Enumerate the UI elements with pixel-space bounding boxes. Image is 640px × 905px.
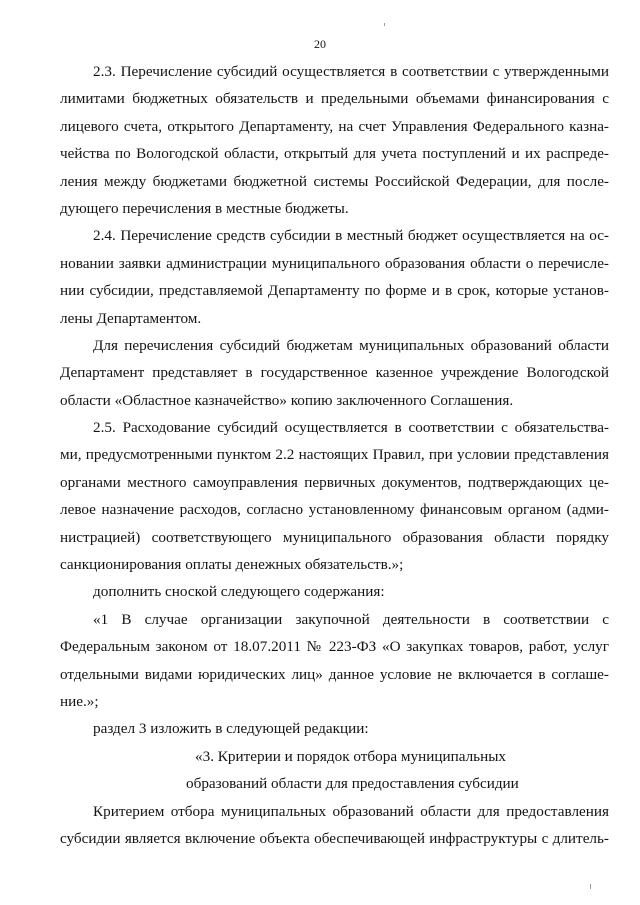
text-line: Для перечисления субсидий бюджетам муниципальных образований области	[93, 336, 609, 354]
text-line: органами местного самоуправления первичных документов, подтверждающих це-	[60, 473, 609, 491]
text-line: нии субсидии, представляемой Департаменту по форме и в срок, которые установ-	[60, 282, 609, 300]
text-line: отдельными видами юридических лиц» данное условие не включается в соглаше-	[60, 665, 609, 683]
text-line: новании заявки администрации муниципального образования области о перечисле-	[60, 254, 609, 272]
text-line: образований области для предоставления субсидии	[186, 775, 519, 793]
text-line: лицевого счета, открытого Департаменту, на счет Управления Федерального казна-	[60, 117, 609, 135]
text-line: чейства по Вологодской области, открытый для учета поступлений и их распреде-	[60, 145, 609, 163]
text-line: «1 В случае организации закупочной деятельности в соответствии с	[93, 610, 609, 628]
text-line: дующего перечисления в местные бюджеты.	[60, 199, 349, 217]
text-line: 2.3. Перечисление субсидий осуществляется в соответствии с утвержденными	[93, 63, 609, 80]
text-line: ми, предусмотренными пунктом 2.2 настоящих Правил, при условии представления	[60, 446, 609, 464]
scan-mark	[384, 23, 385, 26]
text-line: Департамент представляет в государственное казенное учреждение Вологодской	[60, 364, 609, 382]
text-line: нистрацией) соответствующего муниципального образования области порядку	[60, 528, 609, 546]
text-line: 2.5. Расходование субсидий осуществляется в соответствии с обязательства-	[93, 419, 609, 437]
text-line: «3. Критерии и порядок отбора муниципальных	[195, 747, 507, 765]
text-line: лены Департаментом.	[60, 309, 202, 327]
text-line: левое назначение расходов, согласно установленному финансовым органом (адми-	[60, 501, 609, 519]
text-line: субсидии является включение объекта обеспечивающей инфраструктуры с длитель-	[60, 829, 609, 847]
text-line: раздел 3 изложить в следующей редакции:	[93, 720, 369, 738]
text-line: дополнить сноской следующего содержания:	[93, 583, 385, 601]
text-line: ления между бюджетами бюджетной системы Российской Федерации, для после-	[60, 172, 609, 190]
page-number: 20	[314, 37, 326, 51]
text-line: ние.»;	[60, 692, 99, 710]
text-line: санкционирования оплаты денежных обязательств.»;	[60, 556, 404, 574]
document-body	[60, 58, 609, 852]
scan-mark	[590, 884, 591, 889]
text-line: Федеральным законом от 18.07.2011 № 223-ФЗ «О закупках товаров, работ, услуг	[60, 638, 609, 656]
text-line: лимитами бюджетных обязательств и предельными объемами финансирования с	[60, 90, 609, 108]
text-line: Критерием отбора муниципальных образований области для предоставления	[93, 802, 609, 820]
text-line: 2.4. Перечисление средств субсидии в местный бюджет осуществляется на ос-	[93, 227, 609, 245]
text-line: области «Областное казначейство» копию заключенного Соглашения.	[60, 391, 514, 409]
